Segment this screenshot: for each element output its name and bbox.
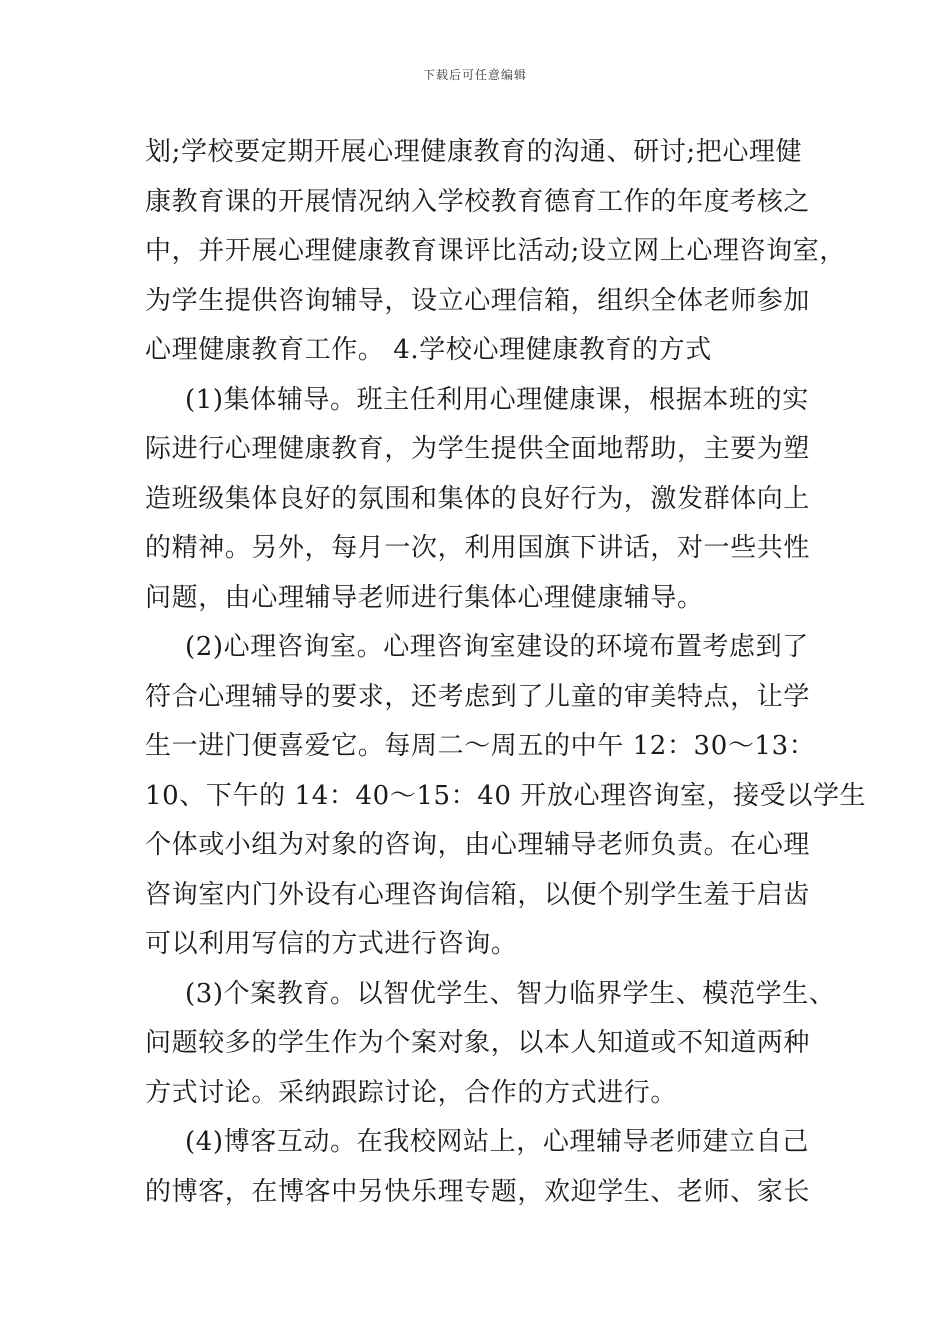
paragraph-start-line: (3)个案教育。以智优学生、智力临界学生、模范学生、 — [185, 978, 836, 1009]
text-line: 问题，由心理辅导老师进行集体心理健康辅导。 — [145, 582, 704, 613]
text-line: 的精神。另外，每月一次，利用国旗下讲话，对一些共性 — [145, 533, 811, 563]
text-line: 划;学校要定期开展心理健康教育的沟通、研讨;把心理健 — [145, 137, 803, 167]
text-line: 康教育课的开展情况纳入学校教育德育工作的年度考核之 — [145, 186, 811, 217]
paragraph-start-line: (1)集体辅导。班主任利用心理健康课，根据本班的实 — [185, 384, 809, 415]
text-line: 心理健康教育工作。 4.学校心理健康教育的方式 — [145, 335, 712, 365]
text-line: 际进行心理健康教育，为学生提供全面地帮助，主要为塑 — [145, 434, 811, 464]
text-line: 方式讨论。采纳跟踪讨论，合作的方式进行。 — [145, 1077, 678, 1108]
page-header: 下载后可任意编辑 — [422, 68, 527, 82]
paragraph-start-line: (4)博客互动。在我校网站上，心理辅导老师建立自己 — [185, 1127, 809, 1157]
text-line: 的博客，在博客中另快乐理专题，欢迎学生、老师、家长 — [145, 1176, 811, 1207]
text-line: 符合心理辅导的要求，还考虑到了儿童的审美特点，让学 — [145, 681, 811, 712]
text-line: 问题较多的学生作为个案对象，以本人知道或不知道两种 — [145, 1028, 811, 1058]
text-line: 可以利用写信的方式进行咨询。 — [145, 929, 518, 959]
document-body — [145, 128, 867, 1217]
text-line: 咨询室内门外设有心理咨询信箱，以便个别学生羞于启齿 — [145, 879, 811, 910]
text-line: 中，并开展心理健康教育课评比活动;设立网上心理咨询室， — [145, 236, 846, 266]
text-line: 个体或小组为对象的咨询，由心理辅导老师负责。在心理 — [145, 830, 811, 860]
text-line: 生一进门便喜爱它。每周二～周五的中午 12：30～13： — [145, 731, 816, 761]
text-line: 为学生提供咨询辅导，设立心理信箱，组织全体老师参加 — [145, 285, 811, 316]
text-line: 10、下午的 14：40～15：40 开放心理咨询室，接受以学生 — [145, 780, 867, 811]
text-line: 造班级集体良好的氛围和集体的良好行为，激发群体向上 — [145, 483, 811, 514]
paragraph-start-line: (2)心理咨询室。心理咨询室建设的环境布置考虑到了 — [185, 632, 809, 662]
